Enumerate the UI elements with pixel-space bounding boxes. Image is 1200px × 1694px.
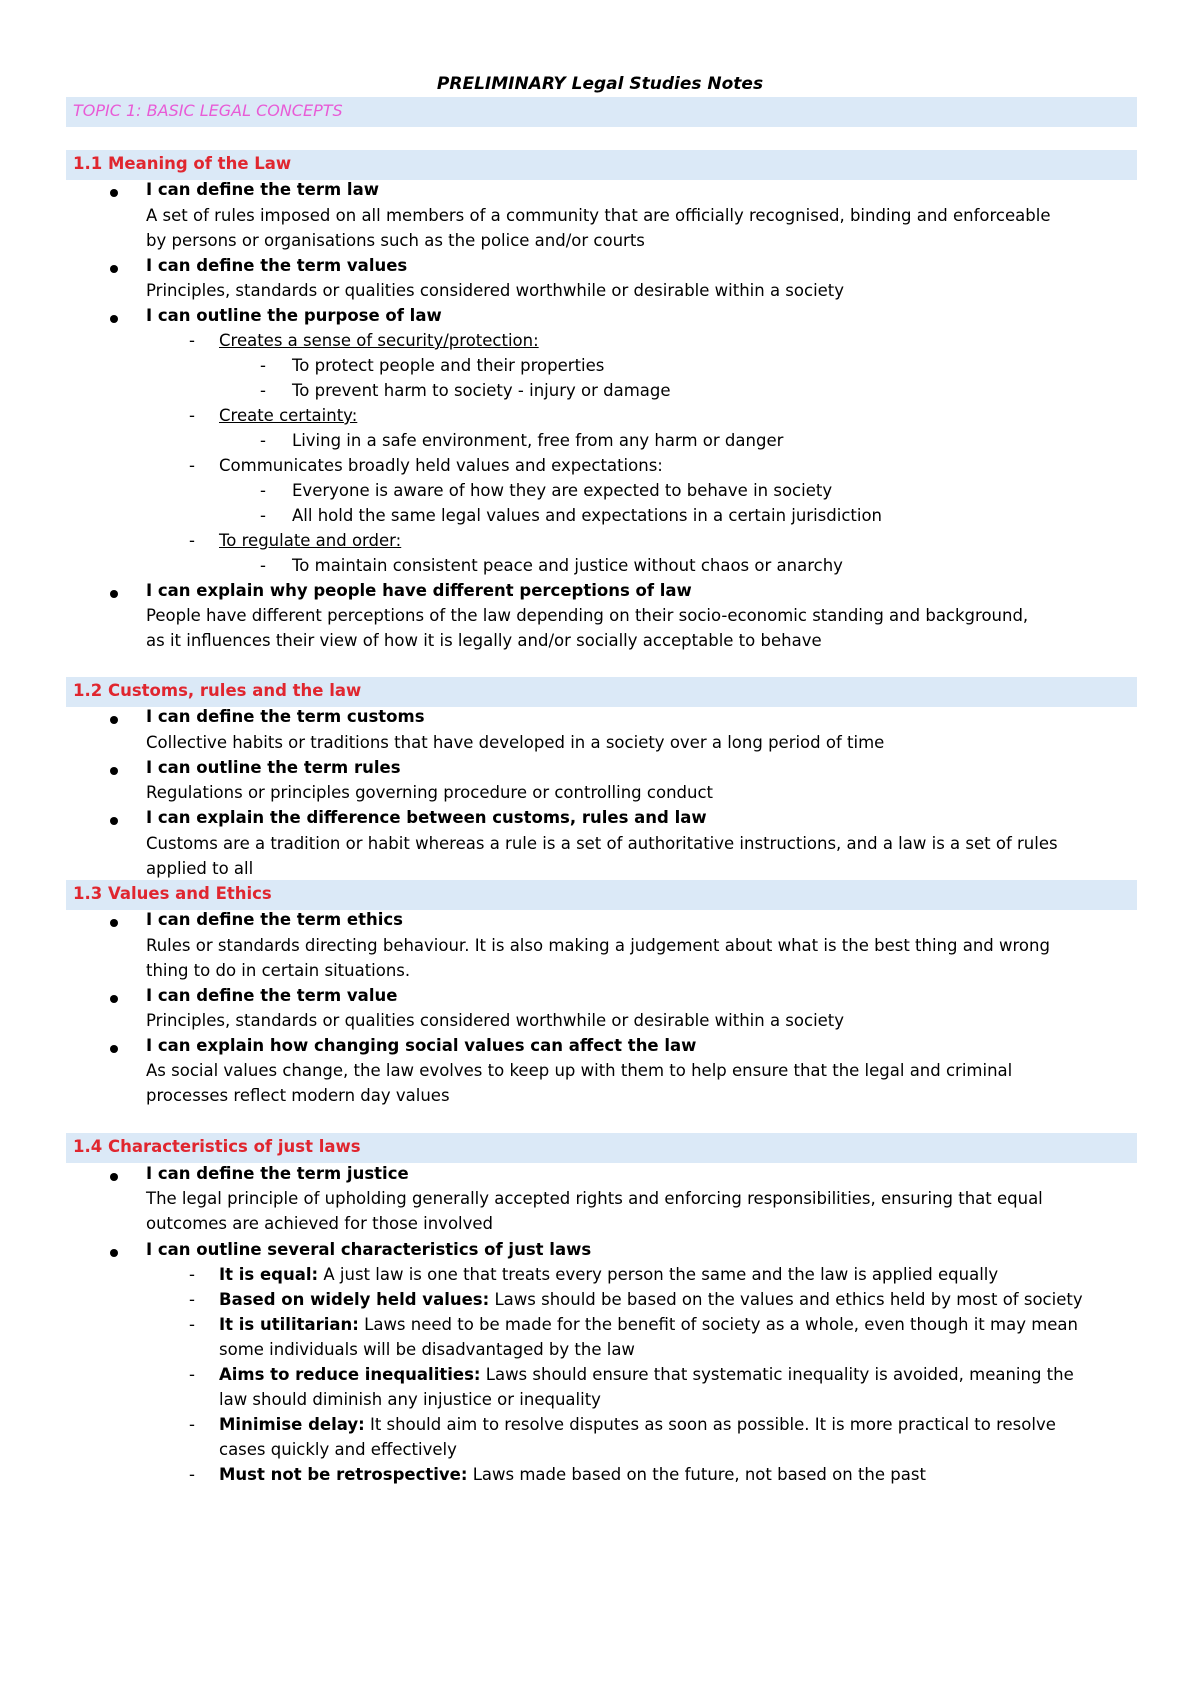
characteristic xyxy=(219,1290,1083,1309)
answer-text: Customs are a tradition or habit whereas a rule is a set of authoritative instructions, and a law is a set of rules xyxy=(146,834,1058,853)
sub-point: To regulate and order: xyxy=(219,531,402,550)
sub-point: Create certainty: xyxy=(219,406,358,425)
dash-marker: - xyxy=(189,1315,195,1334)
answer-text: Principles, standards or qualities considered worthwhile or desirable within a society xyxy=(146,1011,845,1030)
characteristic-term: Minimise delay: xyxy=(219,1415,365,1434)
objective: I can outline the purpose of law xyxy=(146,306,442,325)
answer-text: People have different perceptions of the law depending on their socio-economic standing and background, xyxy=(146,606,1029,625)
characteristic-continuation: cases quickly and effectively xyxy=(219,1440,457,1459)
bullet-icon xyxy=(110,995,118,1003)
answer-text: thing to do in certain situations. xyxy=(146,961,411,980)
sub-point: Communicates broadly held values and expectations: xyxy=(219,456,663,475)
sub-sub-point: Everyone is aware of how they are expected to behave in society xyxy=(292,481,833,500)
bullet-icon xyxy=(110,919,118,927)
dash-marker: - xyxy=(260,431,266,450)
objective: I can define the term values xyxy=(146,256,408,275)
dash-marker: - xyxy=(189,531,195,550)
objective: I can define the term justice xyxy=(146,1164,409,1183)
bullet-icon xyxy=(110,767,118,775)
dash-marker: - xyxy=(260,506,266,525)
dash-marker: - xyxy=(189,1415,195,1434)
answer-text: Rules or standards directing behaviour. It is also making a judgement about what is the best thing and wrong xyxy=(146,936,1050,955)
objective: I can define the term value xyxy=(146,986,398,1005)
characteristic-text: Laws made based on the future, not based on the past xyxy=(467,1465,926,1484)
bullet-icon xyxy=(110,716,118,724)
characteristic xyxy=(219,1465,926,1484)
answer-text: applied to all xyxy=(146,859,254,878)
dash-marker: - xyxy=(189,1265,195,1284)
characteristic-text: It should aim to resolve disputes as soon as possible. It is more practical to resolve xyxy=(364,1415,1056,1434)
bullet-icon xyxy=(110,315,118,323)
characteristic xyxy=(219,1315,1078,1334)
answer-text: Principles, standards or qualities considered worthwhile or desirable within a society xyxy=(146,281,845,300)
answer-text: processes reflect modern day values xyxy=(146,1086,450,1105)
objective: I can outline the term rules xyxy=(146,758,401,777)
sub-sub-point: To maintain consistent peace and justice without chaos or anarchy xyxy=(292,556,843,575)
section-heading-1-4: 1.4 Characteristics of just laws xyxy=(73,1137,361,1156)
answer-text: A set of rules imposed on all members of a community that are officially recognised, binding and enforceable xyxy=(146,206,1051,225)
dash-marker: - xyxy=(260,356,266,375)
objective: I can define the term law xyxy=(146,180,379,199)
topic-heading: TOPIC 1: BASIC LEGAL CONCEPTS xyxy=(73,101,343,120)
sub-sub-point: To prevent harm to society - injury or damage xyxy=(292,381,671,400)
characteristic-term: It is utilitarian: xyxy=(219,1315,359,1334)
dash-marker: - xyxy=(189,331,195,350)
characteristic-term: Based on widely held values: xyxy=(219,1290,490,1309)
characteristic-term: Must not be retrospective: xyxy=(219,1465,468,1484)
section-heading-1-1: 1.1 Meaning of the Law xyxy=(73,154,292,173)
answer-text: outcomes are achieved for those involved xyxy=(146,1214,494,1233)
section-heading-1-3: 1.3 Values and Ethics xyxy=(73,884,272,903)
characteristic xyxy=(219,1265,998,1284)
bullet-icon xyxy=(110,1045,118,1053)
bullet-icon xyxy=(110,265,118,273)
dash-marker: - xyxy=(189,1465,195,1484)
characteristic-continuation: law should diminish any injustice or inequality xyxy=(219,1390,601,1409)
objective: I can define the term ethics xyxy=(146,910,404,929)
characteristic-term: Aims to reduce inequalities: xyxy=(219,1365,481,1384)
characteristic-text: Laws need to be made for the benefit of society as a whole, even though it may mean xyxy=(358,1315,1079,1334)
dash-marker: - xyxy=(189,406,195,425)
characteristic-term: It is equal: xyxy=(219,1265,319,1284)
dash-marker: - xyxy=(260,481,266,500)
dash-marker: - xyxy=(189,1290,195,1309)
characteristic-text: A just law is one that treats every person the same and the law is applied equally xyxy=(318,1265,999,1284)
characteristic-text: Laws should ensure that systematic inequality is avoided, meaning the xyxy=(480,1365,1074,1384)
characteristic-continuation: some individuals will be disadvantaged by the law xyxy=(219,1340,635,1359)
objective: I can outline several characteristics of just laws xyxy=(146,1240,592,1259)
characteristic-text: Laws should be based on the values and ethics held by most of society xyxy=(489,1290,1083,1309)
sub-point: Creates a sense of security/protection: xyxy=(219,331,539,350)
objective: I can explain the difference between customs, rules and law xyxy=(146,808,707,827)
answer-text: Collective habits or traditions that have developed in a society over a long period of time xyxy=(146,733,885,752)
answer-text: Regulations or principles governing procedure or controlling conduct xyxy=(146,783,713,802)
objective: I can explain why people have different perceptions of law xyxy=(146,581,692,600)
dash-marker: - xyxy=(260,556,266,575)
characteristic xyxy=(219,1365,1074,1384)
answer-text: by persons or organisations such as the police and/or courts xyxy=(146,231,645,250)
bullet-icon xyxy=(110,590,118,598)
answer-text: As social values change, the law evolves to keep up with them to help ensure that the legal and criminal xyxy=(146,1061,1013,1080)
objective: I can define the term customs xyxy=(146,707,425,726)
bullet-icon xyxy=(110,817,118,825)
dash-marker: - xyxy=(189,1365,195,1384)
document-title: PRELIMINARY Legal Studies Notes xyxy=(436,74,764,94)
bullet-icon xyxy=(110,1173,118,1181)
dash-marker: - xyxy=(260,381,266,400)
objective: I can explain how changing social values can affect the law xyxy=(146,1036,697,1055)
sub-sub-point: Living in a safe environment, free from any harm or danger xyxy=(292,431,784,450)
bullet-icon xyxy=(110,189,118,197)
characteristic xyxy=(219,1415,1056,1434)
answer-text: The legal principle of upholding generally accepted rights and enforcing responsibilities, ensuring that equal xyxy=(146,1189,1043,1208)
section-heading-1-2: 1.2 Customs, rules and the law xyxy=(73,681,362,700)
answer-text: as it influences their view of how it is legally and/or socially acceptable to behave xyxy=(146,631,822,650)
bullet-icon xyxy=(110,1249,118,1257)
dash-marker: - xyxy=(189,456,195,475)
sub-sub-point: To protect people and their properties xyxy=(292,356,605,375)
sub-sub-point: All hold the same legal values and expectations in a certain jurisdiction xyxy=(292,506,883,525)
